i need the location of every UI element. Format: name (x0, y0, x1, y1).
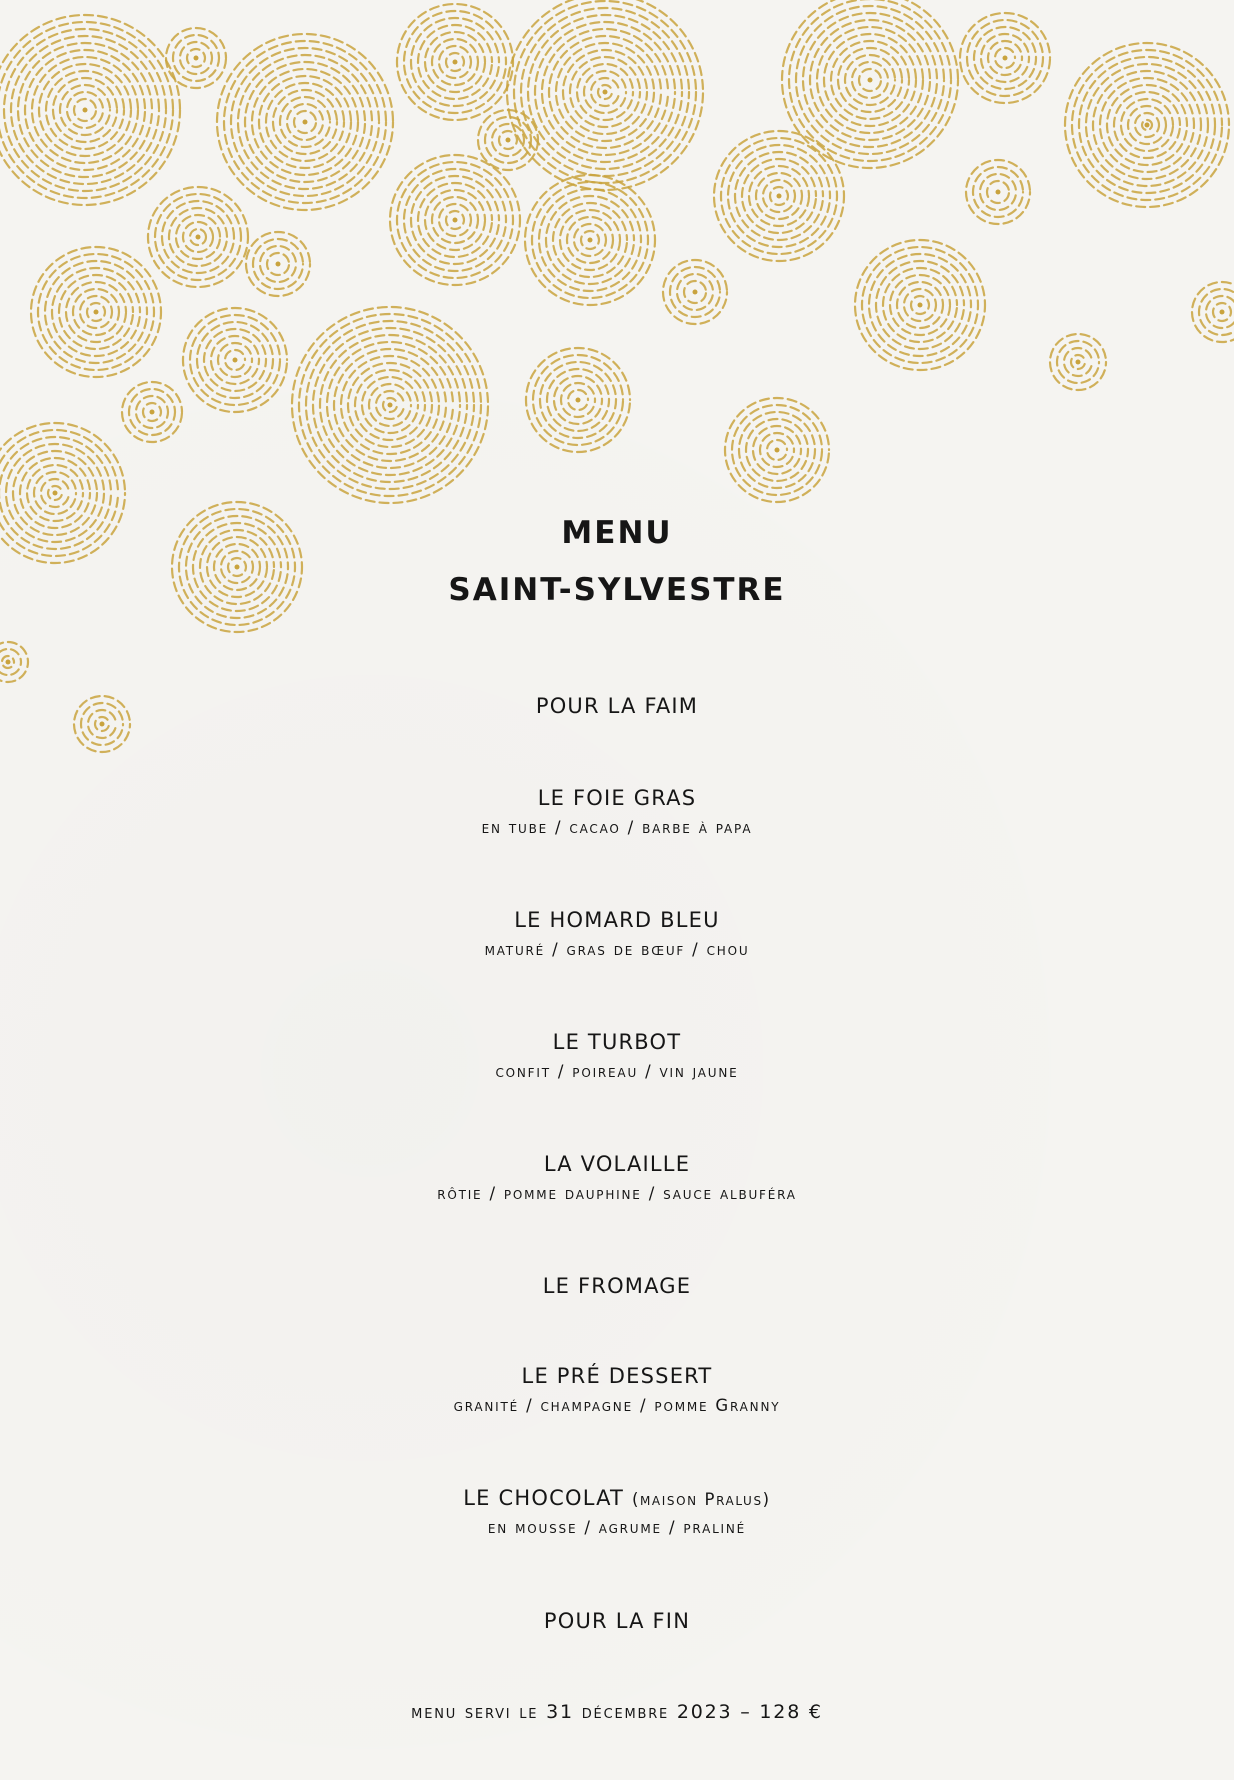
section-volaille: LA VOLAILLE (543, 1152, 691, 1176)
section-foie-gras-detail: en tube / cacao / barbe à papa (481, 818, 753, 837)
section-homard-bleu-detail: maturé / gras de bœuf / chou (484, 940, 750, 959)
menu-title: MENU (561, 515, 673, 551)
section-pre-dessert-detail: granité / champagne / pomme Granny (453, 1396, 781, 1415)
section-volaille-detail: rôtie / pomme dauphine / sauce albuféra (437, 1184, 797, 1203)
section-foie-gras: LE FOIE GRAS (537, 786, 697, 810)
section-pre-dessert: LE PRÉ DESSERT (521, 1364, 713, 1388)
section-pour-la-fin: POUR LA FIN (543, 1609, 691, 1633)
section-chocolat-note: (maison Pralus) (631, 1490, 771, 1509)
menu-footer: menu servi le 31 décembre 2023 – 128 € (411, 1701, 823, 1723)
section-chocolat-name: LE CHOCOLAT (463, 1486, 625, 1510)
section-chocolat (0, 1486, 1234, 1510)
menu-subtitle: SAINT-SYLVESTRE (448, 572, 786, 608)
section-chocolat-detail: en mousse / agrume / praliné (487, 1518, 747, 1537)
section-fromage: LE FROMAGE (542, 1274, 692, 1298)
section-pour-la-faim: POUR LA FAIM (535, 694, 699, 718)
section-turbot: LE TURBOT (552, 1030, 682, 1054)
section-turbot-detail: confit / poireau / vin jaune (495, 1062, 739, 1081)
section-homard-bleu: LE HOMARD BLEU (514, 908, 720, 932)
